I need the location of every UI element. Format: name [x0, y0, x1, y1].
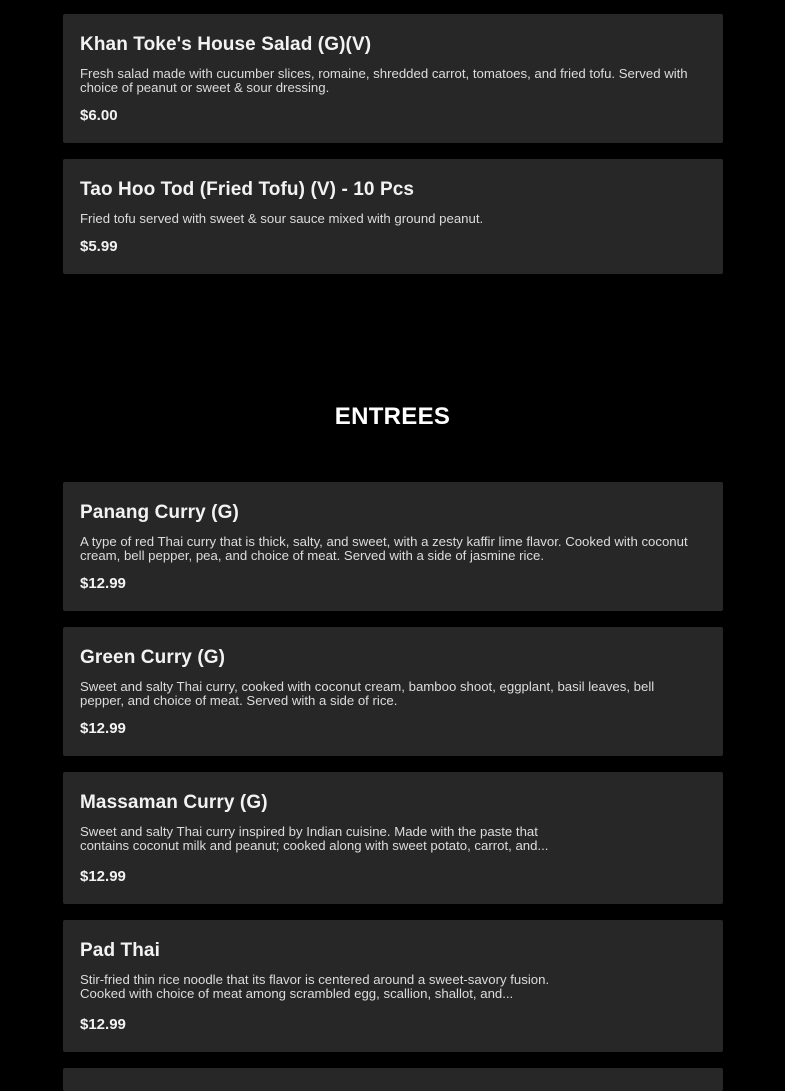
menu-item-card[interactable]: [63, 920, 723, 1052]
menu-item-name: Green Curry (G): [80, 647, 226, 668]
menu-item-description: Sweet and salty Thai curry, cooked with coconut cream, bamboo shoot, eggplant, basil leaves, bell pepper, and choice of meat. Served with a side of rice.: [80, 679, 655, 708]
menu-item-name: Panang Curry (G): [80, 502, 239, 523]
menu-item-description: Fried tofu served with sweet & sour sauce mixed with ground peanut.: [80, 211, 484, 226]
menu-item-price: $6.00: [80, 107, 118, 124]
menu-item-name: Tao Hoo Tod (Fried Tofu) (V) - 10 Pcs: [80, 179, 415, 200]
menu-item-name: Khan Toke's House Salad (G)(V): [80, 34, 372, 55]
menu-item-description: Sweet and salty Thai curry inspired by Indian cuisine. Made with the paste that contains coconut milk and peanut; cooked along with sweet potato, carrot, and...: [80, 825, 549, 853]
menu-item-card[interactable]: [63, 1068, 723, 1091]
menu-item-price: $12.99: [80, 575, 126, 592]
menu-item-card[interactable]: [63, 772, 723, 904]
menu-item-card[interactable]: [63, 14, 723, 143]
menu-item-price: $12.99: [80, 868, 126, 885]
menu-item-card[interactable]: [63, 627, 723, 756]
menu-item-card[interactable]: [63, 482, 723, 611]
menu-item-description: A type of red Thai curry that is thick, salty, and sweet, with a zesty kaffir lime flavor. Cooked with coconut cream, bell pepper, pea, and choice of meat. Served with a side of jasmine rice.: [80, 534, 688, 563]
menu-item-name: Pad Thai: [80, 940, 160, 961]
menu-item-price: $12.99: [80, 1016, 126, 1033]
menu-item-name: Massaman Curry (G): [80, 792, 268, 813]
menu-item-price: $12.99: [80, 720, 126, 737]
menu-item-description: Fresh salad made with cucumber slices, romaine, shredded carrot, tomatoes, and fried tofu. Served with choice of peanut or sweet & sour dressing.: [80, 66, 688, 95]
section-title-entrees: ENTREES: [334, 403, 451, 430]
menu-item-card[interactable]: [63, 159, 723, 274]
menu-item-price: $5.99: [80, 238, 118, 255]
menu-item-description: Stir-fried thin rice noodle that its flavor is centered around a sweet-savory fusion. Cooked with choice of meat among scrambled egg, scallion, shallot, and...: [80, 973, 550, 1001]
